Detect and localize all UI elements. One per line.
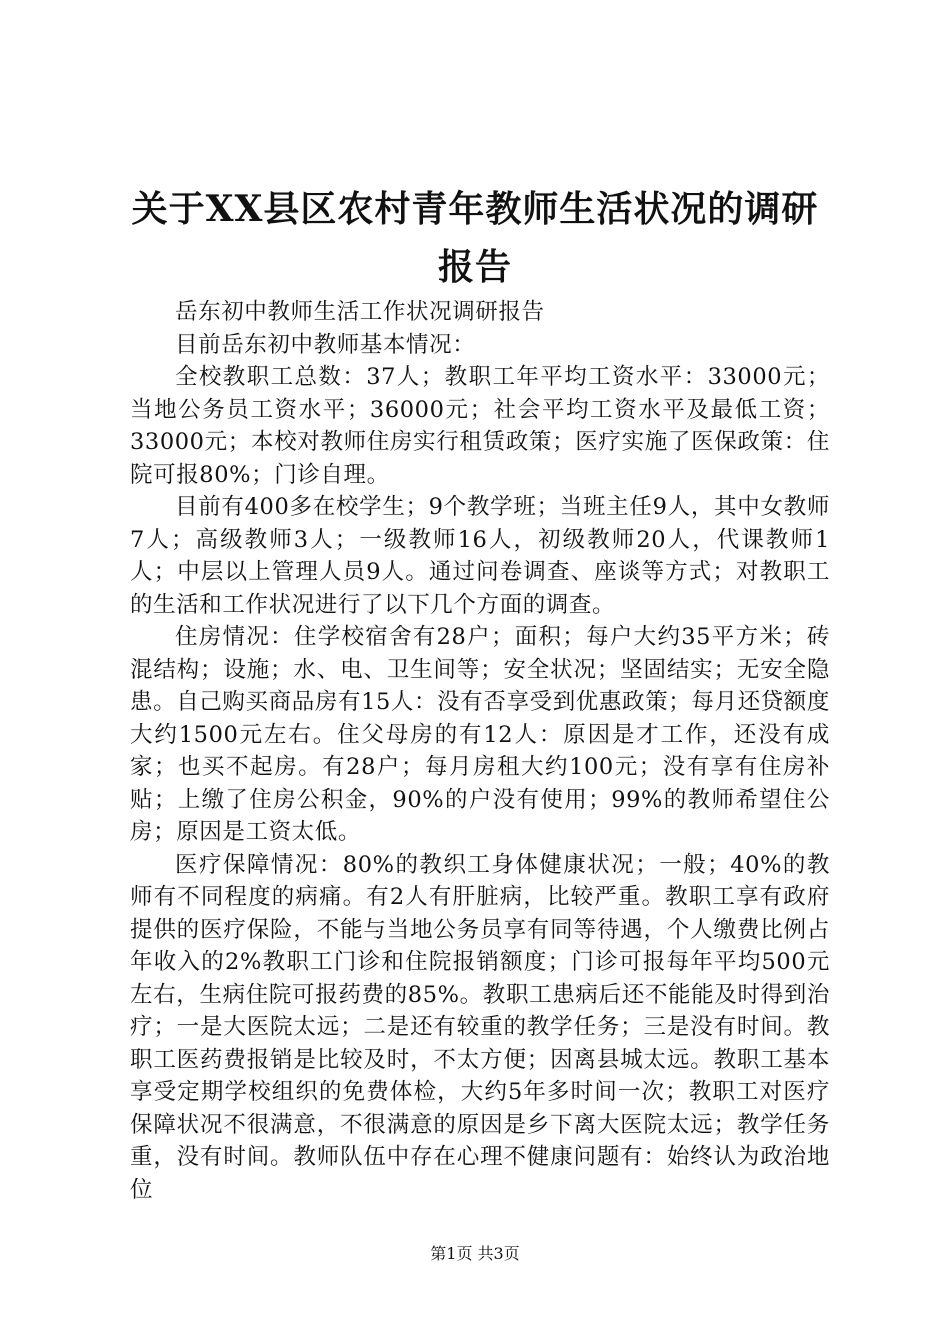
paragraph-basic-info-heading: 目前岳东初中教师基本情况：	[175, 331, 476, 358]
document-body	[130, 296, 830, 1206]
page-footer: 第1页 共3页	[430, 1244, 520, 1263]
paragraph-staff-salary: 全校教职工总数：37人；教职工年平均工资水平：33000元；当地公务员工资水平；36000元；社会平均工资水平及最低工资；33000元；本校对教师住房实行租赁政策；医疗实施了医保政策：住院可报80%；门诊自理。	[130, 364, 830, 488]
paragraph-school-overview: 目前有400多在校学生；9个教学班；当班主任9人，其中女教师7人；高级教师3人；一级教师16人，初级教师20人，代课教师1人；中层以上管理人员9人。通过问卷调查、座谈等方式；对教职工的生活和工作状况进行了以下几个方面的调查。	[130, 494, 830, 618]
paragraph-housing: 住房情况：住学校宿舍有28户；面积；每户大约35平方米；砖混结构；设施；水、电、卫生间等；安全状况；坚固结实；无安全隐患。自己购买商品房有15人：没有否享受到优惠政策；每月还贷额度大约1500元左右。住父母房的有12人：原因是才工作，还没有成家；也买不起房。有28户；每月房租大约100元；没有享有住房补贴；上缴了住房公积金，90%的户没有使用；99%的教师希望住公房；原因是工资太低。	[130, 624, 830, 845]
paragraph-medical: 医疗保障情况：80%的教织工身体健康状况；一般；40%的教师有不同程度的病痛。有2人有肝脏病，比较严重。教职工享有政府提供的医疗保险，不能与当地公务员享有同等待遇，个人缴费比例占年收入的2%教职工门诊和住院报销额度；门诊可报每年平均500元左右，生病住院可报药费的85%。教职工患病后还不能能及时得到治疗；一是大医院太远；二是还有较重的教学任务；三是没有时间。教职工医药费报销是比较及时，不太方便；因离县城太远。教职工基本享受定期学校组织的免费体检，大约5年多时间一次；教职工对医疗保障状况不很满意，不很满意的原因是乡下离大医院太远；教学任务重，没有时间。教师队伍中存在心理不健康问题有：始终认为政治地位	[130, 851, 830, 1203]
document-title: 关于XX县区农村青年教师生活状况的调研报告	[131, 188, 819, 288]
paragraph-report-name: 岳东初中教师生活工作状况调研报告	[175, 299, 545, 325]
